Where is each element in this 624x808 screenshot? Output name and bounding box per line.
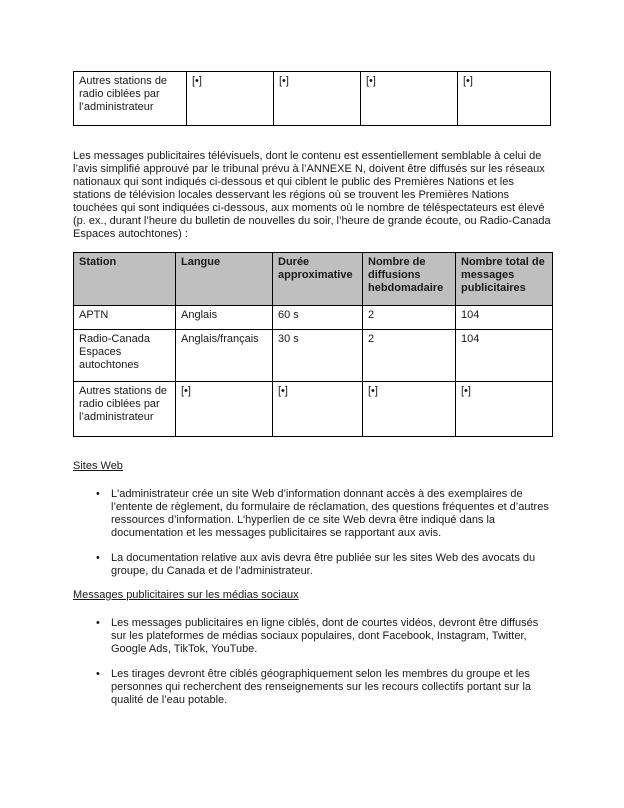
column-header-station: Station [74,253,176,306]
table-row [74,72,551,126]
bullet-item [96,488,553,540]
bullet-text: Les tirages devront être ciblés géographiquement selon les membres du groupe et les personnes qui recherchent des renseignements sur les recours collectifs portant sur la qualité de l’eau potable. [111,668,532,706]
bullet-text: La documentation relative aux avis devra être publiée sur les sites Web des avocats du groupe, du Canada et de l’administrateur. [111,552,536,577]
bullet-icon: • [96,488,100,500]
bullet-icon: • [96,617,100,629]
table-row [74,330,553,382]
table-cell: 60 s [273,306,363,330]
table-cell: 2 [363,306,456,330]
table-cell: [•] [176,382,273,437]
bullet-item [96,617,553,656]
table-cell: [•] [274,72,361,126]
section-heading-medias-sociaux: Messages publicitaires sur les médias sociaux [73,589,299,601]
section-heading-sites-web: Sites Web [73,460,123,472]
bullet-list-sites-web [73,488,553,578]
table-cell: [•] [458,72,551,126]
bullet-text: Les messages publicitaires en ligne ciblés, dont de courtes vidéos, devront être diffusés sur les plateformes de médias sociaux populaires, dont Facebook, Instagram, Twitter, Google Ads, TikTok, YouTube. [111,617,539,655]
column-header-duree: Durée approximative [273,253,363,306]
table-cell: Anglais/français [176,330,273,382]
table-cell: [•] [456,382,553,437]
table-header-row [74,253,553,306]
table-cell: [•] [361,72,458,126]
station-cell: Autres stations de radio ciblées par l’administrateur [74,72,187,126]
column-header-diffusions: Nombre de diffusions hebdomadaire [363,253,456,306]
radio-table-continuation [73,71,551,126]
table-cell: [•] [363,382,456,437]
intro-paragraph: Les messages publicitaires télévisuels, dont le contenu est essentiellement semblable à celui de l’avis simplifié approuvé par le tribunal prévu à l’ANNEXE N, doivent être diffusés sur les réseaux nationaux qui sont indiqués ci-dessous et qui ciblent le public des Premières Nations et les stations de télévision locales desservant les régions où se trouvent les Premières Nations touchées qui sont indiquées ci-dessous, aux moments où le nombre de téléspectateurs est élevé (p. ex., durant l’heure du bulletin de nouvelles du soir, l’heure de grande écoute, ou Radio-Canada Espaces autochtones) : [73,150,551,240]
tv-ads-table [73,252,553,437]
bullet-icon: • [96,668,100,680]
station-cell: Radio-Canada Espaces autochtones [74,330,176,382]
table-cell: 104 [456,306,553,330]
station-cell: Autres stations de radio ciblées par l’administrateur [74,382,176,437]
bullet-item [96,552,553,578]
table-cell: 30 s [273,330,363,382]
table-cell: [•] [273,382,363,437]
bullet-item [96,668,553,707]
table-cell: 104 [456,330,553,382]
column-header-total: Nombre total de messages publicitaires [456,253,553,306]
table-cell: Anglais [176,306,273,330]
bullet-list-medias-sociaux [73,617,553,707]
table-cell: 2 [363,330,456,382]
bullet-text: L'administrateur crée un site Web d’information donnant accès à des exemplaires de l’entente de règlement, du formulaire de réclamation, des questions fréquentes et d’autres ressources d’information. L'hyperlien de ce site Web devra être indiqué dans la documentation et les messages publicitaires se rapportant aux avis. [111,488,549,539]
table-cell: [•] [187,72,274,126]
table-row [74,382,553,437]
table-row [74,306,553,330]
station-cell: APTN [74,306,176,330]
bullet-icon: • [96,552,100,564]
column-header-langue: Langue [176,253,273,306]
